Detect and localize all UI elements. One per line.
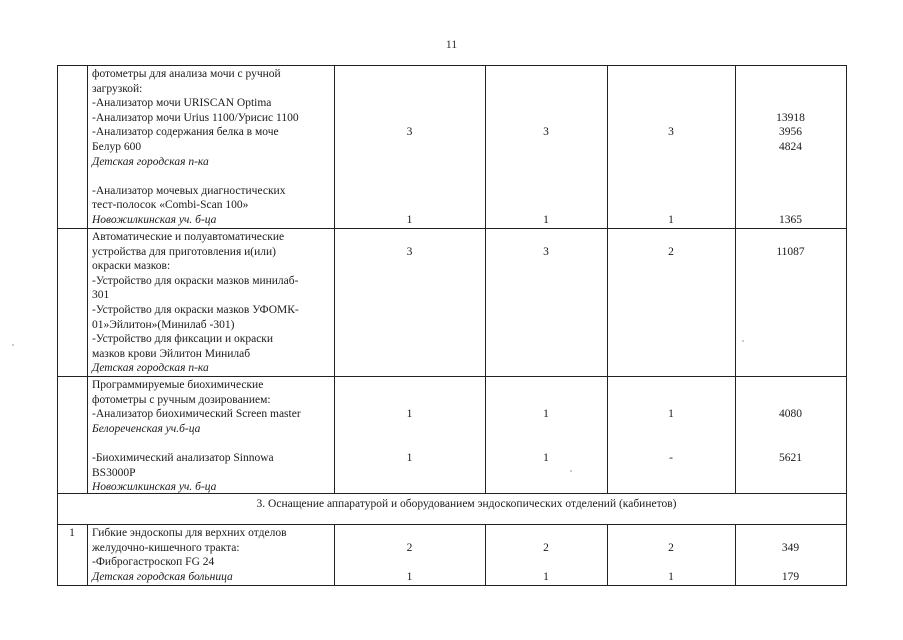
value: -: [669, 452, 673, 464]
name-line: тест-полосок «Combi-Scan 100»: [92, 199, 249, 212]
value: 3: [543, 126, 549, 139]
facility-line: Белореченская уч.б-ца: [92, 422, 201, 435]
facility-line: Детская городская больница: [92, 570, 233, 583]
value: 3: [406, 245, 413, 258]
name-line: Автоматические и полуавтоматические: [92, 231, 285, 243]
value: 2: [406, 542, 413, 554]
name-line: 01»Эйлитон»(Минилаб -301): [92, 318, 235, 331]
name-line: -Анализатор биохимический Screen master: [92, 408, 301, 421]
name-line: BS3000P: [92, 466, 136, 479]
value: 1: [406, 452, 413, 464]
table-rule: [57, 65, 58, 586]
table-rule: [87, 65, 88, 494]
value: 2: [543, 542, 549, 554]
value: 1: [406, 214, 413, 226]
table-rule: [57, 65, 847, 66]
name-line: 301: [92, 289, 110, 302]
value: 1: [406, 570, 413, 583]
value: 1: [543, 452, 549, 464]
name-line: -Анализатор содержания белка в моче: [92, 126, 279, 139]
value: 4080: [779, 408, 802, 421]
name-line: Программируемые биохимические: [92, 379, 264, 391]
name-line: окраски мазков:: [92, 260, 171, 273]
name-line: фотометры с ручным дозированием:: [92, 393, 271, 406]
table-rule: [57, 585, 847, 586]
value: 179: [781, 570, 800, 583]
value: 3: [543, 245, 549, 258]
table-rule: [57, 376, 847, 377]
value: 1365: [779, 214, 802, 226]
value: 13918: [776, 111, 805, 124]
facility-line: Новожилкинская уч. б-ца: [92, 214, 217, 226]
name-line: -Устройство для окраски мазков УФОМК-: [92, 304, 299, 316]
value: 349: [781, 542, 800, 554]
value: 3956: [779, 126, 802, 139]
name-line: -Биохимический анализатор Sinnowa: [92, 452, 274, 464]
name-line: -Анализатор мочи URISCAN Optima: [92, 97, 272, 110]
section-title: 3. Оснащение аппаратурой и оборудованием эндоскопических отделений (кабинетов): [256, 498, 677, 510]
value: 1: [406, 408, 413, 421]
table-rule: [87, 524, 88, 586]
value: 1: [668, 570, 674, 583]
page-number: 11: [445, 37, 458, 51]
name-line: мазков крови Эйлитон Минилаб: [92, 347, 251, 360]
value: 1: [668, 408, 674, 421]
facility-line: Детская городская п-ка: [92, 155, 209, 168]
name-line: фотометры для анализа мочи с ручной: [92, 68, 281, 80]
value: 5621: [779, 452, 802, 464]
table-rule: [846, 65, 847, 586]
name-line: -Анализатор мочевых диагностических: [92, 184, 286, 197]
name-line: -Устройство для окраски мазков минилаб-: [92, 274, 299, 287]
name-line: загрузкой:: [92, 82, 143, 95]
value: 1: [543, 214, 549, 226]
table-rule: [57, 228, 847, 229]
name-line: Белур 600: [92, 141, 142, 153]
name-line: устройства для приготовления и(или): [92, 245, 276, 258]
value: 1: [668, 214, 674, 226]
facility-line: Детская городская п-ка: [92, 362, 209, 375]
value: 3: [668, 126, 674, 139]
value: 2: [668, 245, 674, 258]
value: 2: [668, 542, 674, 554]
name-line: -Устройство для фиксации и окраски: [92, 333, 274, 346]
name-line: желудочно-кишечного тракта:: [92, 541, 240, 554]
name-line: -Анализатор мочи Urius 1100/Урисис 1100: [92, 111, 299, 124]
value: 1: [543, 408, 549, 421]
value: 3: [406, 126, 413, 139]
name-line: Гибкие эндоскопы для верхних отделов: [92, 527, 287, 539]
table-rule: [57, 524, 847, 525]
row-number: 1: [69, 527, 75, 539]
name-line: -Фиброгастроскоп FG 24: [92, 556, 215, 569]
value: 11087: [776, 245, 805, 258]
facility-line: Новожилкинская уч. б-ца: [92, 481, 217, 494]
value: 1: [543, 570, 549, 583]
value: 4824: [779, 141, 802, 153]
